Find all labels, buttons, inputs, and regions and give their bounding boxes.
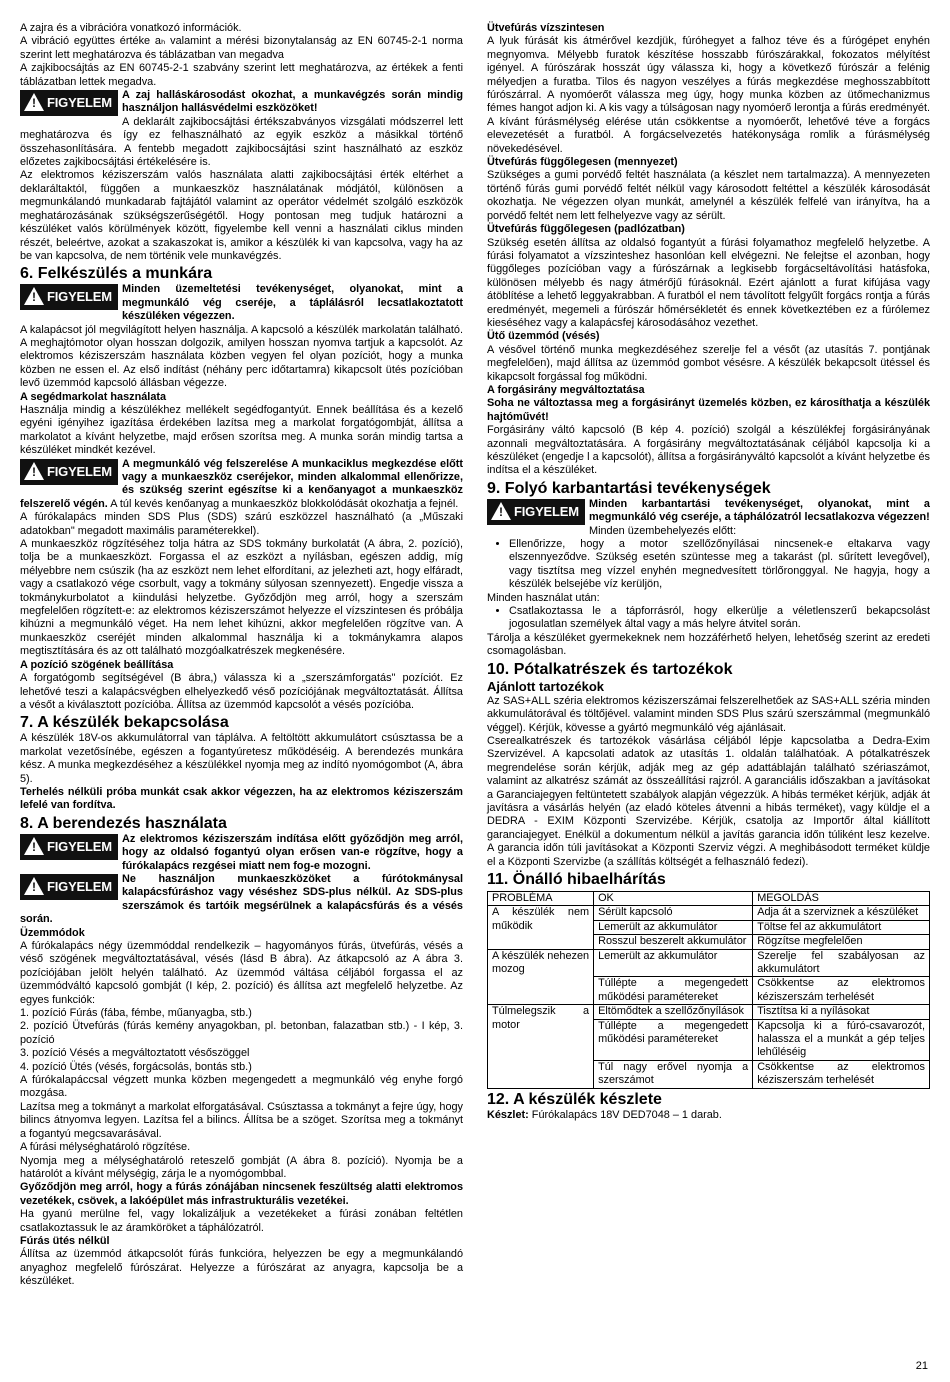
paragraph: A munkaeszköz rögzítéséhez tolja hátra az SDS tokmány burkolatát (A ábra, 2. pozíció), tolja be a munkaeszközt. Forgassa el az eszközt a nyílásban, egészen addig, míg mélyebbre nem csúszik (ha az eszközt nem lehet elfordítani, az jelezheti azt, hogy elfáradt, vagy a csatlakozó vége csorbult, vagy a tokmány súlyosan szennyezett). Engedje vissza a tokmánykurbolatot a kiindulási helyzetbe. Győződjön meg arról, hogy a szerszám megfelelően rögzített-e: az elektromos kéziszerszámot helyezze el vízszintesen és próbálja kihúzni a megmunkáló véget. Ha nem lehet kihúzni, akkor megfelelően rögzítve van. A munkaeszköz cseréjét minden alkalommal használja ki a tokmánykamra alapos megtisztítására és az ott található mozgóalkatrészek megkenésére.: [20, 538, 463, 658]
warning-text: A zaj halláskárosodást okozhat, a munkavégzés során mindig használjon hallásvédelmi eszközöket!: [122, 89, 463, 115]
subheading: A segédmarkolat használata: [20, 390, 167, 403]
warning-badge: [20, 459, 118, 485]
paragraph: A fúrókalapáccsal végzett munka közben megengedett a megmunkáló vég enyhe forgó mozgása.: [20, 1074, 463, 1100]
kit-label: Készlet:: [487, 1108, 529, 1121]
paragraph: Állítsa az üzemmód átkapcsolót fúrás funkcióra, helyezzen be egy a megmunkálandó anyaghoz megfelelő fúrószárat. Helyezze a fúrószárat az anyagra, kapcsolja be a készüléket.: [20, 1248, 463, 1288]
table-header-row: [488, 891, 930, 905]
warning-block: [20, 283, 463, 323]
cause-cell: Eltömődtek a szellőzőnyílások: [594, 1005, 753, 1019]
paragraph: A készülék 18V-os akkumulátorral van táplálva. A feltöltött akkumulátort csúsztassa be a markolat vezetősínébe, egészen a fogantyúretesz működéséig. A berendezés munkára kész. A munka megkezdéséhez a készülékkel nyomja meg az indító nyomógombot (A, ábra 5).: [20, 732, 463, 785]
bold-paragraph: Győződjön meg arról, hogy a fúrás zónájában nincsenek feszültség alatti elektromos vezetékek, csövek, a lakóépület más infrastrukturális vezetékei.: [20, 1181, 463, 1207]
solution-cell: Kapcsolja ki a fúró-csavarozót, halassza el a munkát a gép teljes lehűléséig: [753, 1019, 930, 1060]
paragraph: A forgatógomb segítségével (B ábra,) válassza ki a „szerszámforgatás" pozíciót. Ez lehetővé teszi a kalapácsvégben elhelyezkedő véső pozíciójának megváltoztatását. Állítsa a vésőt a kiválasztott pozícióba. Állítsa az üzemmód kapcsolót a vésés pozícióba.: [20, 672, 463, 711]
solution-cell: Csökkentse az elektromos kéziszerszám terhelését: [753, 977, 930, 1005]
table-row: [488, 906, 930, 920]
cause-cell: Túllépte a megengedett működési paramétereket: [594, 1019, 753, 1060]
subheading: Ütvefúrás függőlegesen (mennyezet): [487, 156, 678, 169]
paragraph: Tárolja a készüléket gyermekeknek nem hozzáférhető helyen, lehetőség szerint az eredeti csomagolásban.: [487, 631, 930, 658]
warning-block: [20, 458, 463, 512]
warning-badge-label: FIGYELEM: [47, 838, 112, 854]
warning-badge-label: FIGYELEM: [47, 289, 112, 305]
list-item: • Ellenőrizze, hogy a motor szellőzőnyílásai nincsenek-e eltakarva vagy elszennyeződve. Szükség esetén szüntesse meg a takarást (pl. sűrített levegővel), vagy tisztítsa meg vízzel enyhén megnedvesített törlőronggyal. Ne hagyja, hogy a készülék belsejébe víz kerüljön,: [509, 538, 930, 592]
kit-line: [487, 1109, 930, 1122]
warning-badge-label: FIGYELEM: [47, 878, 112, 894]
page-number: 21: [915, 1360, 928, 1372]
exclamation-icon: !: [32, 839, 36, 854]
table-header-cell: PROBLÉMA: [488, 891, 594, 905]
table-header-cell: MEGOLDÁS: [753, 891, 930, 905]
subsection-heading: Ajánlott tartozékok: [487, 678, 605, 694]
problem-cell: Túlmelegszik a motor: [488, 1005, 594, 1088]
paragraph: A vibráció együttes értéke aₕ valamint a mérési bizonytalanság az EN 60745-2-1 norma szerint lett meghatározva és táblázatban van megadva: [20, 35, 463, 61]
paragraph: 3. pozíció Vésés a megváltoztatott vésőszöggel: [20, 1047, 250, 1060]
warning-badge-label: FIGYELEM: [47, 463, 112, 479]
warning-badge: [487, 499, 585, 525]
subheading: Ütő üzemmód (vésés): [487, 330, 600, 343]
warning-text: A megmunkáló vég felszerelése A munkaciklus megkezdése előtt vagy a munkaeszköz cseréjekor, minden alkalommal ellenőrizze, és szükség szerint egészítse ki a kenőanyagot a munkaeszköz felszerelő végén.: [20, 457, 463, 510]
warning-block: [20, 833, 463, 873]
cause-cell: Lemerült az akkumulátor: [594, 949, 753, 977]
section-heading: 12. A készülék készlete: [487, 1090, 662, 1108]
paragraph: A vésővel történő munka megkezdéséhez szerelje fel a vésőt (az utasítás 7. pontjának megfelelően), majd állítsa az üzemmód gombot vésésre. A készülék bekapcsolt ütéssel és kikapcsolt forgással fog működni.: [487, 343, 930, 383]
bullet-list: [487, 605, 930, 632]
paragraph: A fúrókalapács minden SDS Plus (SDS) szárú eszközzel használható (a „Műszaki adatokban" megadott maximális paraméterekkel).: [20, 511, 463, 537]
left-column: [20, 22, 463, 1289]
solution-cell: Szerelje fel szabályosan az akkumulátort: [753, 949, 930, 977]
section-heading: 6. Felkészülés a munkára: [20, 265, 213, 283]
paragraph: A fúrókalapács négy üzemmóddal rendelkezik – hagyományos fúrás, ütvefúrás, vésés a véső szögének megváltoztatásával, vésés (lásd B ábra). Az átkapcsoló az A ábra 3. pozíciójában jelölt helyén található. Az üzemmód váltása céljából forgassa el az üzemmódváltó kapcsoló gombját (I kép, 2. pozíció) és állítsa azt megfelelő helyzetbe. Az egyes funkciók:: [20, 940, 463, 1006]
bold-paragraph: Terhelés nélküli próba munkát csak akkor végezzen, ha az elektromos kéziszerszám lefelé van fordítva.: [20, 785, 463, 812]
paragraph: Használja mindig a készülékhez mellékelt segédfogantyút. Ennek beállítása és a kezelő egyéni igényihez igazítása érdekében lazítsa meg a markolat forgatógombját, állítsa a markolatot a kívánt helyzetbe, majd erősen szorítsa meg. A munka során mindig tartsa a készüléket mindkét kezével.: [20, 403, 463, 457]
list-item: • Csatlakoztassa le a tápforrásról, hogy elkerülje a véletlenszerű bekapcsolást jogosulatlan személyek által vagy a más helyre átvitel során.: [509, 605, 930, 632]
subheading: Ütvefúrás vízszintesen: [487, 22, 605, 34]
table-row: [488, 1005, 930, 1019]
section-heading: 10. Pótalkatrészek és tartozékok: [487, 660, 733, 678]
table-row: [488, 949, 930, 977]
paragraph: 4. pozíció Ütés (vésés, forgácsolás, bontás stb.): [20, 1060, 252, 1073]
problem-cell: A készülék nem működik: [488, 906, 594, 949]
warning-block: [20, 89, 463, 116]
paragraph: Szükséges a gumi porvédő feltét használata (a készlet nem tartalmazza). A mennyezeten történő fúrás gumi porvédő feltét nélkül vagy károsodott feltéttel a készülék károsodását okozhatja. Ne végezzen olyan munkát, amelynél a készülék felfelé van irányítva, ha a porvédő feltét nem lett felhelyezve vagy az sérült.: [487, 169, 930, 222]
paragraph: 1. pozíció Fúrás (fába, fémbe, műanyagba, stb.): [20, 1007, 252, 1020]
solution-cell: Rögzítse megfelelően: [753, 935, 930, 949]
subheading: Ütvefúrás függőlegesen (padlózatban): [487, 223, 685, 236]
exclamation-icon: !: [32, 290, 36, 305]
paragraph: 2. pozíció Ütvefúrás (fúrás kemény anyagokban, pl. betonban, falazatban stb.) - I kép, 3. pozíció: [20, 1020, 463, 1046]
cause-cell: Lemerült az akkumulátor: [594, 920, 753, 934]
bold-paragraph: Soha ne változtassa meg a forgásirányt üzemelés közben, ez károsíthatja a készülék hajtóművét!: [487, 397, 930, 423]
paragraph: A deklarált zajkibocsájtási értékszabványos vizsgálati módszerrel lett meghatározva és így ez felhasználható az egyik eszköz a másikkal történő összehasonlítására. A fentebb megadott zajkibocsájtási szint használható az eszköz előzetes zajkibocsájtási értékelésére is.: [20, 115, 463, 169]
paragraph: A zajkibocsájtás az EN 60745-2-1 szabvány szerint lett meghatározva, az értékek a fenti táblázatban lettek megadva.: [20, 62, 463, 88]
kit-value: Fúrókalapács 18V DED7048 – 1 darab.: [528, 1108, 722, 1121]
solution-cell: Töltse fel az akkumulátort: [753, 920, 930, 934]
subheading: A pozíció szögének beállítása: [20, 658, 174, 671]
warning-badge: [20, 874, 118, 900]
solution-cell: Adja át a szerviznek a készüléket: [753, 906, 930, 920]
paragraph: Minden üzembehelyezés előtt:: [589, 524, 737, 537]
section-heading: 11. Önálló hibaelhárítás: [487, 870, 666, 888]
troubleshooting-table: [487, 891, 930, 1089]
cause-cell: Rosszul beszerelt akkumulátor: [594, 935, 753, 949]
paragraph: Az SAS+ALL széria elektromos kéziszerszámai felszerelhetőek az SAS+ALL széria minden akkumulátorával és töltőjével. valamint minden SDS Plus szárú szerszámmal (megmunkáló véggel). Kérjük, kövesse a gyártó megmunkáló vég ajánlásait.: [487, 694, 930, 734]
warning-text: Ne használjon munkaeszközöket a fúrótokmánysal kalapácsfúráshoz vagy véséshez SDS-plus nélkül. Az SDS-plus szerszámok és tartóik megsérülnek a kalapácsfúrás és a vésés során.: [20, 872, 463, 926]
paragraph: Ha gyanú merülne fel, vagy lokalizáljuk a vezetékeket a fúrási zonában feltétlen csatlakoztassuk le az áramköröket a táphálózatról.: [20, 1208, 463, 1234]
warning-badge: [20, 834, 118, 860]
paragraph: Nyomja meg a mélységhatároló reteszelő gombját (A ábra 8. pozíció). Nyomja be a határolót a kívánt mélységig, zárja le a nyomógombbal.: [20, 1154, 463, 1180]
exclamation-icon: !: [32, 464, 36, 479]
warning-text: Minden karbantartási tevékenységet, olyanokat, mint a megmunkáló vég cseréje, a táphálózatról lecsatlakozva végezzen!: [589, 497, 930, 524]
subheading: Üzemmódok: [20, 926, 85, 939]
paragraph: Cserealkatrészek és tartozékok vásárlása céljából lépje kapcsolatba a Dedra-Exim Szervizével. A kapcsolati adatok az utasítás 1. oldalán találhatóak. A pótalkatrészek megrendelése során kérjük, adják meg az gép adattáblaján található szériaszámot, valamint az alkatrész számát az összeállítási rajzról. A garanciális időszakban a javításokat a Garanciajegyen feltüntetett szabályok alapján végezzük. A hibás terméket kérjük, adják át javításra a vásárlás helyén (az eladó köteles átvenni a hibás terméket), vagy küldje el a DEDRA - EXIM Központi Szervizébe. Kérjük, csatolja az Importőr által kiállított garanciajegyet. Enélkül a dokumentum nélkül a javítás garancia időn túliként lesz kezelve. A garancia időn túli javításokat a Központi Szerviz végzi. A meghibásodott terméket küldje el a Központi Szervizbe (a szállítás költségét a felhasználó fedezi).: [487, 734, 930, 868]
section-heading: 9. Folyó karbantartási tevékenységek: [487, 479, 771, 497]
section-heading: 8. A berendezés használata: [20, 814, 227, 832]
right-column: [487, 22, 930, 1122]
warning-block: [487, 498, 930, 525]
paragraph: A lyuk fúrását kis átmérővel kezdjük, fúróhegyet a falhoz téve és a fúrógépet enyhén megnyomva. Mélyebb furatok készítése hosszabb fúrószárakkal, fokozatos mélyítést igényel. A fúrószárak hosszát úgy válassza ki, hogy a következő fúrószár a felénig mélyedjen a furatba. Tilos és nagyon veszélyes a fúrás megkezdése meghosszabbított fúrószárral. A nyomóerőt válassza meg úgy, hogy munka közben az ütőmechanizmus fémes hangot adjon ki. A kis vagy a túlságosan nagy nyomóerő lerontja a fúrás eredményét. A kívánt fúrásmélység elérése után csökkentse a nyomóerőt, lehetővé téve a forgács elevezetését a furatból. A forgácselvezetés hatékonysága romlik a fúrásmélység növekedésével.: [487, 35, 930, 155]
subheading: Fúrás ütés nélkül: [20, 1234, 110, 1247]
paragraph: A zajra és a vibrációra vonatkozó információk.: [20, 22, 242, 34]
warning-block: [20, 873, 463, 927]
section-heading: 7. A készülék bekapcsolása: [20, 714, 229, 732]
table-header-cell: OK: [594, 891, 753, 905]
exclamation-icon: !: [32, 96, 36, 111]
exclamation-icon: !: [32, 879, 36, 894]
solution-cell: Csökkentse az elektromos kéziszerszám terhelését: [753, 1060, 930, 1088]
solution-cell: Tisztítsa ki a nyílásokat: [753, 1005, 930, 1019]
warning-tail-text: A túl kevés kenőanyag a munkaeszköz blokkolódását okozhatja a fejnél.: [107, 497, 459, 510]
paragraph: Forgásirány váltó kapcsoló (B kép 4. pozíció) szolgál a készülékfej forgásirányának azonnali megváltoztatására. A forgásirány megváltoztatásának céljából kapcsolja ki a készüléket (engedje l a kapcsolót), állítsa a forgásirányváltó kapcsolót a kívánt helyzetbe és indítsa el a készüléket.: [487, 424, 930, 477]
problem-cell: A készülék nehezen mozog: [488, 949, 594, 1005]
paragraph: Minden használat után:: [487, 591, 600, 604]
warning-badge: [20, 90, 118, 116]
subheading: A forgásirány megváltoztatása: [487, 383, 645, 396]
exclamation-icon: !: [499, 504, 503, 519]
warning-badge-label: FIGYELEM: [47, 95, 112, 111]
paragraph: A fúrási mélységhatároló rögzítése.: [20, 1141, 191, 1154]
cause-cell: Túllépte a megengedett működési paramétereket: [594, 977, 753, 1005]
warning-badge-label: FIGYELEM: [514, 503, 579, 519]
warning-badge: [20, 284, 118, 310]
warning-text: Az elektromos kéziszerszám indítása előtt győződjön meg arról, hogy az oldalsó fogantyú olyan erősen van-e rögzítve, hogy a fúrókalapács rezgései miatt nem fog-e mozogni.: [122, 832, 463, 872]
cause-cell: Sérült kapcsoló: [594, 906, 753, 920]
paragraph: Szükség esetén állítsa az oldalsó fogantyút a fúrási folyamathoz megfelelő helyzetbe. A fúrási folyamatot a vízszinteshez hasonlóan kell elvégezni. Ne felejtse el azonban, hogy függőleges pozícióban vagy a fúrószárnak a legkisebb forgácseltávolítási hatásfoka, különösen mélyebb és nagy átmérőjű fúrásoknál. Ezért ajánlott a furat kifújása vagy átöblítése a lehető leggyakrabban. A furatból el nem távolított felgyűlt forgács rontja a fúrás eredményét, megemeli a fúrószár hőmérsékletét és ennek következtében ez a fúrólemez kieséséhez vagy a kalapácsfej károsodásához vezethet.: [487, 236, 930, 329]
paragraph: A kalapácsot jól megvilágított helyen használja. A kapcsoló a készülék markolatán található. A meghajtómotor olyan hosszan dolgozik, amilyen hosszan nyomva tartjuk a kapcsolót. Az elektromos kéziszerszám használata közben vegyen fel olyan pozíciót, hogy a munka közben ne essen el. Az első indítást (néhány perc időtartamra) kikapcsolt ütés pozícióban levő üzemmód kapcsoló állásban végezze.: [20, 323, 463, 390]
bullet-list: [487, 538, 930, 592]
paragraph: Az elektromos kéziszerszám valós használata alatti zajkibocsájtási érték eltérhet a deklaráltaktól, függően a munkaeszköz használatának módjától, különösen a megmunkálandó munkadarab fajtájától valamint az operátor védelmét szolgáló eszközök meghatározásának szükségszerűségétől. Hogy pontosan meg tudjuk határozni a készüléket valós körülmények között, figyelembe kell venni a használati ciklus minden részét, beleértve, azokat a szakaszokat is, amikor a készülék ki van kapcsolva, vagy ha az be van kapcsolva, de nem történik vele munkavégzés.: [20, 169, 463, 262]
warning-text: Minden üzemeltetési tevékenységet, olyanokat, mint a megmunkáló vég cseréje, a táplálásról lecsatlakoztatott készüléken végezzen.: [122, 283, 463, 323]
paragraph: Lazítsa meg a tokmányt a markolat elforgatásával. Csúsztassa a tokmányt a fejre úgy, hogy bilincs átnyomva legyen. Lazítsa fel a bilincs. Állítsa be a szöget. Szorítsa meg a tokmányt a fogantyú megcsavarásával.: [20, 1100, 463, 1140]
cause-cell: Túl nagy erővel nyomja a szerszámot: [594, 1060, 753, 1088]
